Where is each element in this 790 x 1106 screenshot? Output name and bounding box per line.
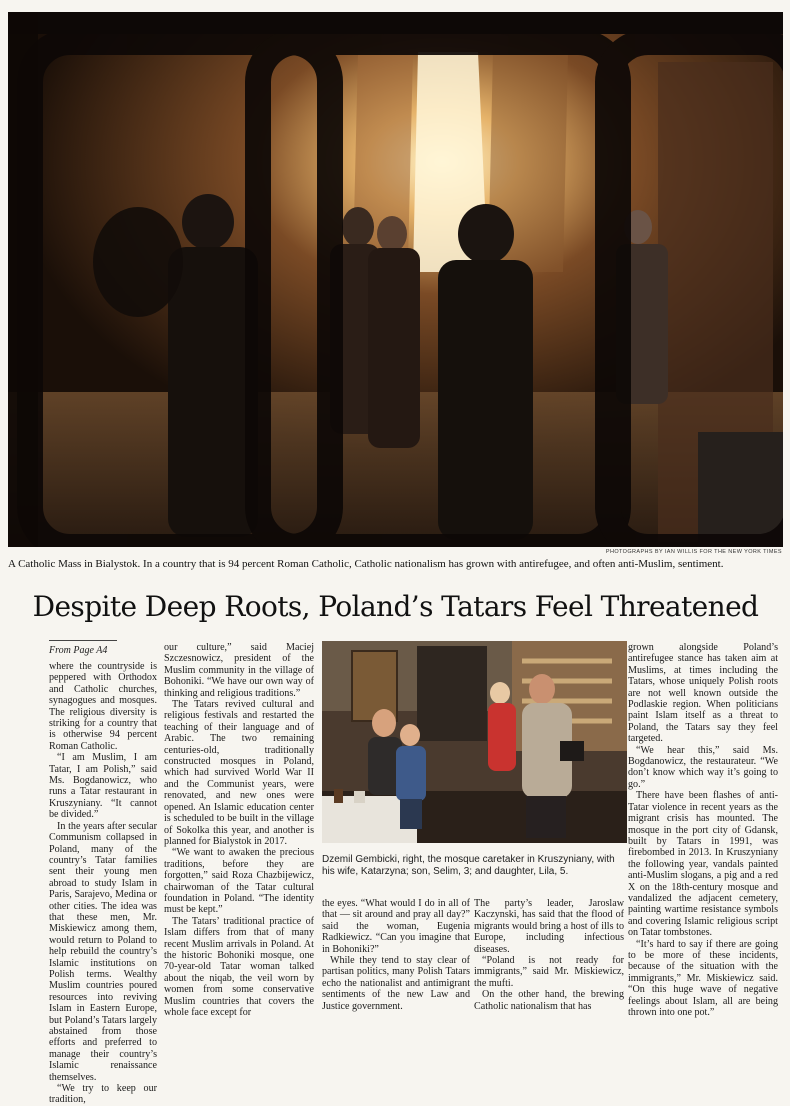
family-photo-caption: Dzemil Gembicki, right, the mosque caretaker in Kruszyniany, with his wife, Katarzyna; son, Selim, 3; and daughter, Lila, 5.: [322, 854, 615, 877]
paragraph: “We try to keep our tradition,: [49, 1083, 157, 1106]
jump-line: From Page A4: [49, 645, 108, 656]
mass-photo: [8, 12, 783, 547]
paragraph: There have been flashes of anti-Tatar violence in recent years as the migrant crisis has mounted. The mosque in the port city of Gdansk, built by Tatars in 1991, was firebombed in 2013. In Kruszyniany the following year, vandals painted anti-Muslim slogans, a pig and a red X on the 18th-century mosque and vandalized the adjacent cemetery, painting wartime resistance symbols and covering Islamic religious script on Tatar tombstones.: [628, 790, 778, 939]
paragraph: The Tatars’ traditional practice of Islam differs from that of many recent Muslim arrivals in Poland. At the historic Bohoniki mosque, one 70-year-old Tatar woman talked about the niqab, the veil worn by women from some conservative Muslim countries that covers the whole face except for: [164, 915, 314, 1018]
paragraph: the eyes. “What would I do in all of that — sit around and pray all day?” said the woman, Eugenia Radkiewicz. “Can you imagine that in Bohoniki?”: [322, 898, 470, 955]
article-column-4: [474, 898, 624, 1012]
paragraph: The party’s leader, Jaroslaw Kaczynski, has said that the flood of migrants would bring a host of ills to Europe, including infectious diseases.: [474, 898, 624, 955]
paragraph: “We want to awaken the precious traditions, before they are forgotten,” said Roza Chazbijewicz, chairwoman of the Tatar cultural foundation in Poland. “The identity must be kept.”: [164, 847, 314, 916]
article-column-3: [322, 898, 470, 1012]
paragraph: “Poland is not ready for immigrants,” said Mr. Miskiewicz, the mufti.: [474, 955, 624, 989]
paragraph: “I am Muslim, I am Tatar, I am Polish,” said Ms. Bogdanowicz, who runs a Tatar restaurant in Kruszyniany. “It cannot be divided.”: [49, 752, 157, 821]
paragraph: where the countryside is peppered with Orthodox and Catholic churches, synagogues and mosques. The religious diversity is striking for a country that is otherwise 94 percent Roman Catholic.: [49, 661, 157, 752]
headline: Despite Deep Roots, Poland’s Tatars Feel Threatened: [32, 590, 759, 623]
paragraph: On the other hand, the brewing Catholic nationalism that has: [474, 989, 624, 1012]
article-column-5: [628, 642, 778, 1018]
article-column-2: [164, 642, 314, 1018]
family-photo: [322, 641, 627, 843]
paragraph: While they tend to stay clear of partisan politics, many Polish Tatars echo the nationalist and antimigrant sentiments of the new Law and Justice government.: [322, 955, 470, 1012]
paragraph: In the years after secular Communism collapsed in Poland, many of the country’s Tatar families sent their young men abroad to study Islam in Paris, Sarajevo, Medina or other cities. The idea was that these men, Mr. Miskiewicz among them, would return to Poland to help rebuild the country’s Islamic institutions on Polish terms. Wealthy Muslim countries poured resources into reviving Islam in Eastern Europe, but Poland’s Tatars largely abstained from those efforts and preferred to manage their country’s Islamic renaissance themselves.: [49, 820, 157, 1083]
paragraph: “We hear this,” said Ms. Bogdanowicz, the restaurateur. “We don’t know which way it’s going to go.”: [628, 744, 778, 790]
paragraph: our culture,” said Maciej Szczesnowicz, president of the Muslim community in the village of Bohoniki. “We have our own way of thinking and religious traditions.”: [164, 642, 314, 699]
jump-rule-divider: [49, 640, 117, 641]
paragraph: The Tatars revived cultural and religious festivals and restarted the teaching of their language and of Arabic. The two remaining centuries-old, traditionally constructed mosques in Poland, which had survived World War II and the Communist years, were renovated, and new ones were opened. An Islamic education center is scheduled to be built in the village of Sokolka this year, and another is planned for Bialystok in 2017.: [164, 699, 314, 847]
top-photo-caption: A Catholic Mass in Bialystok. In a country that is 94 percent Roman Catholic, Catholic nationalism has grown with antirefugee, and often anti-Muslim, sentiment.: [8, 558, 724, 570]
paragraph: grown alongside Poland’s antirefugee stance has taken aim at Muslims, at times including the Tatars, whose uniquely Polish roots are not well known outside the Podlaskie region. When politicians paint Islam itself as a threat to Poland, the Tatars say they feel targeted.: [628, 642, 778, 745]
article-column-1: [49, 661, 157, 1106]
photo-credit: PHOTOGRAPHS BY IAN WILLIS FOR THE NEW YORK TIMES: [605, 549, 782, 555]
paragraph: “It’s hard to say if there are going to be more of these incidents, because of the situation with the immigrants,” Mr. Miskiewicz said. “On this huge wave of negative feelings about Islam, all are being thrown into one pot.”: [628, 938, 778, 1018]
